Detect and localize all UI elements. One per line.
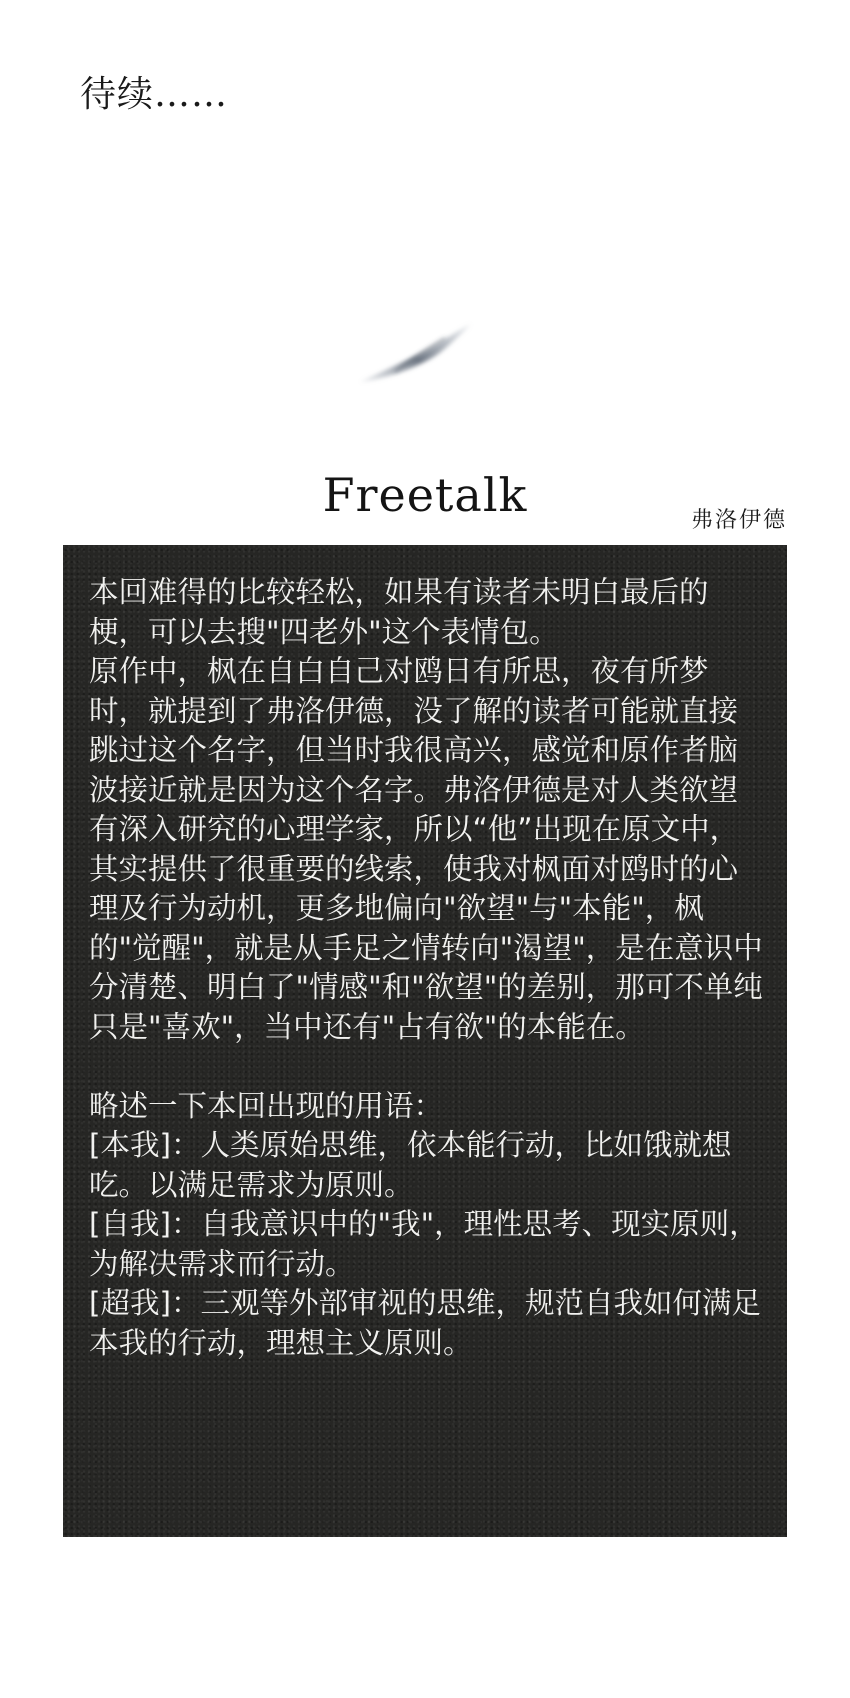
panel-terms-heading: 略述一下本回出现的用语： (89, 1088, 444, 1123)
panel-term-superego: [超我]：三观等外部审视的思维，规范自我如何满足本我的行动，理想主义原则。 (89, 1286, 762, 1360)
panel-term-ego: [自我]：自我意识中的"我"，理性思考、现实原则，为解决需求而行动。 (89, 1207, 759, 1281)
panel-paragraph-freud: 原作中，枫在自白自己对鸥日有所思，夜有所梦时，就提到了弗洛伊德，没了解的读者可能就直接跳过这个名字，但当时我很高兴，感觉和原作者脑波接近就是因为这个名字。弗洛伊德是对人类欲望有深入研究的心理学家，所以“他”出现在原文中，其实提供了很重要的线索，使我对枫面对鸥时的心理及行为动机，更多地偏向"欲望"与"本能"，枫的"觉醒"，就是从手足之情转向"渴望"，是在意识中分清楚、明白了"情感"和"欲望"的差别，那可不单纯只是"喜欢"，当中还有"占有欲"的本能在。 (89, 654, 763, 1044)
panel-paragraph-intro: 本回难得的比较轻松，如果有读者未明白最后的梗，可以去搜"四老外"这个表情包。 (89, 575, 709, 649)
paragraph-gap (89, 1047, 763, 1087)
freetalk-text-panel (63, 545, 787, 1537)
caption-freud: 弗洛伊德 (690, 508, 787, 533)
freetalk-title: Freetalk (322, 468, 528, 522)
feather-icon (355, 320, 475, 390)
to-be-continued-text: 待续…… (80, 74, 229, 115)
panel-term-id: [本我]：人类原始思维，依本能行动，比如饿就想吃。以满足需求为原则。 (89, 1128, 732, 1202)
